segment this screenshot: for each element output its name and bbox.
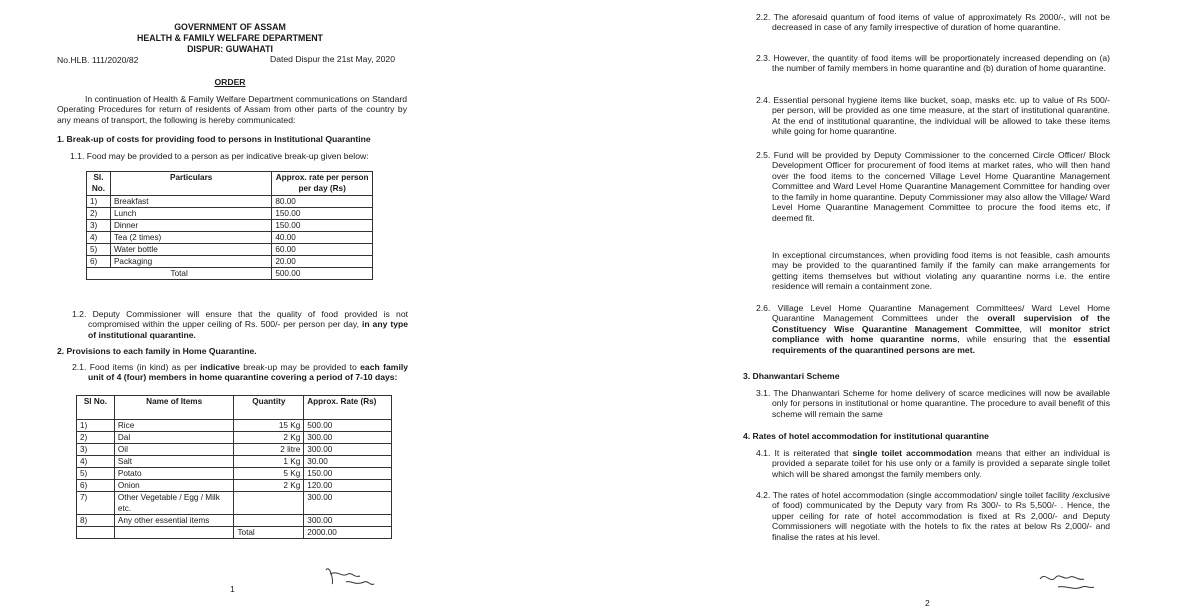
table-cell: 40.00: [272, 232, 373, 244]
signature-image: [1036, 565, 1098, 595]
para-2-5-exceptional: In exceptional circumstances, when providing food items is not feasible, cash amounts may be provided to the quarantined family if the family can make arrangements for getting items themselves but without violating any quarantine norms i.e. the entire residence will remain a containment zone.: [772, 250, 1110, 292]
para-2-6-bold-b: monitor strict compliance with home quarantine norms: [772, 323, 1110, 345]
order-title: ORDER: [214, 77, 246, 87]
table-cell: 3): [77, 444, 115, 456]
para-2-6-text-b: , will: [1019, 323, 1050, 334]
para-2-6-bold-c: essential requirements of the quarantined persons are met.: [772, 334, 1110, 355]
total-blank-2: [114, 527, 234, 539]
para-2-1-bold-b: each family unit of 4 (four) members in home quarantine covering a period of 7-10 days:: [88, 362, 409, 383]
table-cell: 2): [87, 208, 111, 220]
table-cell: 300.00: [304, 444, 392, 456]
table-row: [87, 208, 373, 220]
para-1-2-bold: in any type of institutional quarantine.: [88, 319, 409, 340]
table-cell: Potato: [114, 468, 234, 480]
table-cell: 5): [77, 468, 115, 480]
table-cell: Onion: [114, 480, 234, 492]
table-cell: Tea (2 times): [110, 232, 271, 244]
table-cell: 2 litre: [234, 444, 304, 456]
para-4-1-text-b: means that either an individual is provided a separate toilet for his use only or a family is provided a separate single toilet which will be shared amongst the family members only.: [772, 448, 1110, 479]
table-cell: 60.00: [272, 244, 373, 256]
table-cell: Dinner: [110, 220, 271, 232]
para-4-1-text-a: 4.1. It is reiterated that: [756, 448, 853, 458]
table-cell: 300.00: [304, 515, 392, 527]
para-2-1-text-a: 2.1. Food items (in kind) as per: [72, 362, 201, 372]
table-cell: 4): [87, 232, 111, 244]
table-cell: Lunch: [110, 208, 271, 220]
section-3-heading: 3. Dhanwantari Scheme: [743, 371, 840, 381]
para-2-3: 2.3. However, the quantity of food items will be proportionately increased depending on (a) the number of family members in home quarantine and (b) duration of home quarantine.: [756, 53, 1110, 74]
table-cell: 120.00: [304, 480, 392, 492]
document-page-1: [0, 0, 600, 607]
table-cell: 5 Kg: [234, 468, 304, 480]
table-row: [77, 456, 392, 468]
reference-number: No.HLB. 111/2020/82: [57, 55, 139, 65]
signature-image: [320, 560, 380, 592]
para-4-1: [756, 448, 1110, 479]
col-header-rate: Approx. Rate (Rs): [304, 396, 392, 420]
table-row: [87, 196, 373, 208]
total-label: Total: [234, 527, 304, 539]
para-1-1: 1.1. Food may be provided to a person as per indicative break-up given below:: [70, 151, 369, 161]
food-items-table: [76, 395, 392, 539]
para-4-1-bold: single toilet accommodation: [852, 448, 973, 458]
table-cell: Any other essential items: [114, 515, 234, 527]
col-header-sl: Sl. No.: [87, 172, 111, 196]
para-4-2: 4.2. The rates of hotel accommodation (single accommodation/ single toilet facility /exclusive of food) communicated by the Deputy vary from Rs 300/- to Rs 5,500/- . Hence, the upper ceiling for rate of hotel accommodation is fixed at Rs 2,000/- and Deputy Commissioners will negotiate with the hotels to fix the rates at below Rs 2,000/- and finalise the rates at his level.: [756, 490, 1110, 542]
table-row: [87, 256, 373, 268]
table-cell: 500.00: [304, 420, 392, 432]
table-cell: 300.00: [304, 492, 392, 515]
table-row: [77, 515, 392, 527]
table-cell: 4): [77, 456, 115, 468]
para-2-1: [72, 362, 408, 383]
col-header-sl: Sl No.: [77, 396, 115, 420]
col-header-rate: Approx. rate per person per day (Rs): [272, 172, 373, 196]
table-cell: 300.00: [304, 432, 392, 444]
section-2-heading: 2. Provisions to each family in Home Quarantine.: [57, 346, 257, 356]
table-row: [77, 432, 392, 444]
para-2-6-text-a: 2.6. Village Level Home Quarantine Management Committees/ Ward Level Home Quarantine Management Committees under the: [756, 303, 1110, 324]
para-2-2: 2.2. The aforesaid quantum of food items of value of approximately Rs 2000/-, will not be decreased in case of any family irrespective of duration of home quarantine.: [756, 12, 1110, 33]
total-value: 500.00: [272, 268, 373, 280]
table-cell: 30.00: [304, 456, 392, 468]
table-cell: 150.00: [304, 468, 392, 480]
page-number: 2: [925, 598, 930, 608]
table-row: [77, 480, 392, 492]
table-row: [77, 468, 392, 480]
table-cell: 3): [87, 220, 111, 232]
para-3-1: 3.1. The Dhanwantari Scheme for home delivery of scarce medicines will now be available only for persons in institutional or home quarantine. The procedure to avail benefit of this scheme will remain the same: [756, 388, 1110, 419]
table-cell: 1): [77, 420, 115, 432]
col-header-particulars: Particulars: [110, 172, 271, 196]
table-cell: 2 Kg: [234, 480, 304, 492]
table-cell: Oil: [114, 444, 234, 456]
table-cell: Rice: [114, 420, 234, 432]
table-cell: Breakfast: [110, 196, 271, 208]
page-number: 1: [230, 584, 235, 594]
para-2-4: 2.4. Essential personal hygiene items like bucket, soap, masks etc. up to value of Rs 500/- per person, will be provided as one time measure, at the start of institutional quarantine. At the end of institutional quarantine, the individual will be allowed to take these items while going for home quarantine.: [756, 95, 1110, 137]
para-2-5: 2.5. Fund will be provided by Deputy Commissioner to the concerned Circle Officer/ Block Development Officer for procurement of food items at market rates, who will then hand over the food items to the concerned Village Level Home Quarantine Management Committee and Ward Level Home Quarantine Management Committee for handing over to the family in home quarantine. Deputy Commissioner may also allow the Village/ Ward Level Home Quarantine Management Committee to procure the food items etc, if deemed fit.: [756, 150, 1110, 223]
place-heading: DISPUR: GUWAHATI: [187, 44, 273, 54]
table-cell: Packaging: [110, 256, 271, 268]
government-heading: GOVERNMENT OF ASSAM: [174, 22, 286, 32]
department-heading: HEALTH & FAMILY WELFARE DEPARTMENT: [137, 33, 323, 43]
para-2-1-bold-a: indicative: [200, 362, 240, 372]
total-value: 2000.00: [304, 527, 392, 539]
table-cell: Dal: [114, 432, 234, 444]
col-header-quantity: Quantity: [234, 396, 304, 420]
table-cell: [234, 515, 304, 527]
para-1-2-text: 1.2. Deputy Commissioner will ensure that the quality of food provided is not compromised within the upper ceiling of Rs. 500/- per person per day,: [72, 309, 408, 330]
para-2-6-text-c: , while ensuring that the: [957, 334, 1074, 345]
food-rate-table: [86, 171, 373, 280]
section-1-heading: 1. Break-up of costs for providing food to persons in Institutional Quarantine: [57, 134, 371, 144]
table-cell: Other Vegetable / Egg / Milk etc.: [114, 492, 234, 515]
table-total-row: [77, 527, 392, 539]
intro-paragraph: In continuation of Health & Family Welfare Department communications on Standard Operating Procedures for return of residents of Assam from other parts of the country by any means of transport, the following is hereby communicated:: [57, 94, 407, 125]
table-cell: 1 Kg: [234, 456, 304, 468]
table-cell: 8): [77, 515, 115, 527]
table-cell: 7): [77, 492, 115, 515]
table-cell: 6): [87, 256, 111, 268]
section-4-heading: 4. Rates of hotel accommodation for institutional quarantine: [743, 431, 989, 441]
table-row: [77, 492, 392, 515]
table-cell: 150.00: [272, 208, 373, 220]
table-cell: 15 Kg: [234, 420, 304, 432]
total-blank-1: [77, 527, 115, 539]
table-cell: 6): [77, 480, 115, 492]
table-cell: Water bottle: [110, 244, 271, 256]
para-2-6-bold-a: overall supervision of the Constituency Wise Quarantine Management Committee: [772, 313, 1110, 334]
table-cell: 5): [87, 244, 111, 256]
para-2-1-text-b: break-up may be provided to: [239, 362, 361, 372]
para-2-6: [756, 303, 1110, 355]
table-cell: Salt: [114, 456, 234, 468]
order-date: Dated Dispur the 21st May, 2020: [270, 54, 395, 64]
table-cell: 150.00: [272, 220, 373, 232]
table-row: [77, 420, 392, 432]
total-label: Total: [87, 268, 272, 280]
table-header-row: [77, 396, 392, 420]
table-row: [87, 244, 373, 256]
table-cell: 80.00: [272, 196, 373, 208]
table-cell: [234, 492, 304, 515]
table-row: [77, 444, 392, 456]
document-page-2: [600, 0, 1200, 607]
table-cell: 2): [77, 432, 115, 444]
table-cell: 20.00: [272, 256, 373, 268]
table-cell: 1): [87, 196, 111, 208]
para-1-2: [72, 309, 408, 340]
table-row: [87, 232, 373, 244]
col-header-items: Name of Items: [114, 396, 234, 420]
table-total-row: [87, 268, 373, 280]
table-cell: 2 Kg: [234, 432, 304, 444]
table-row: [87, 220, 373, 232]
table-header-row: [87, 172, 373, 196]
